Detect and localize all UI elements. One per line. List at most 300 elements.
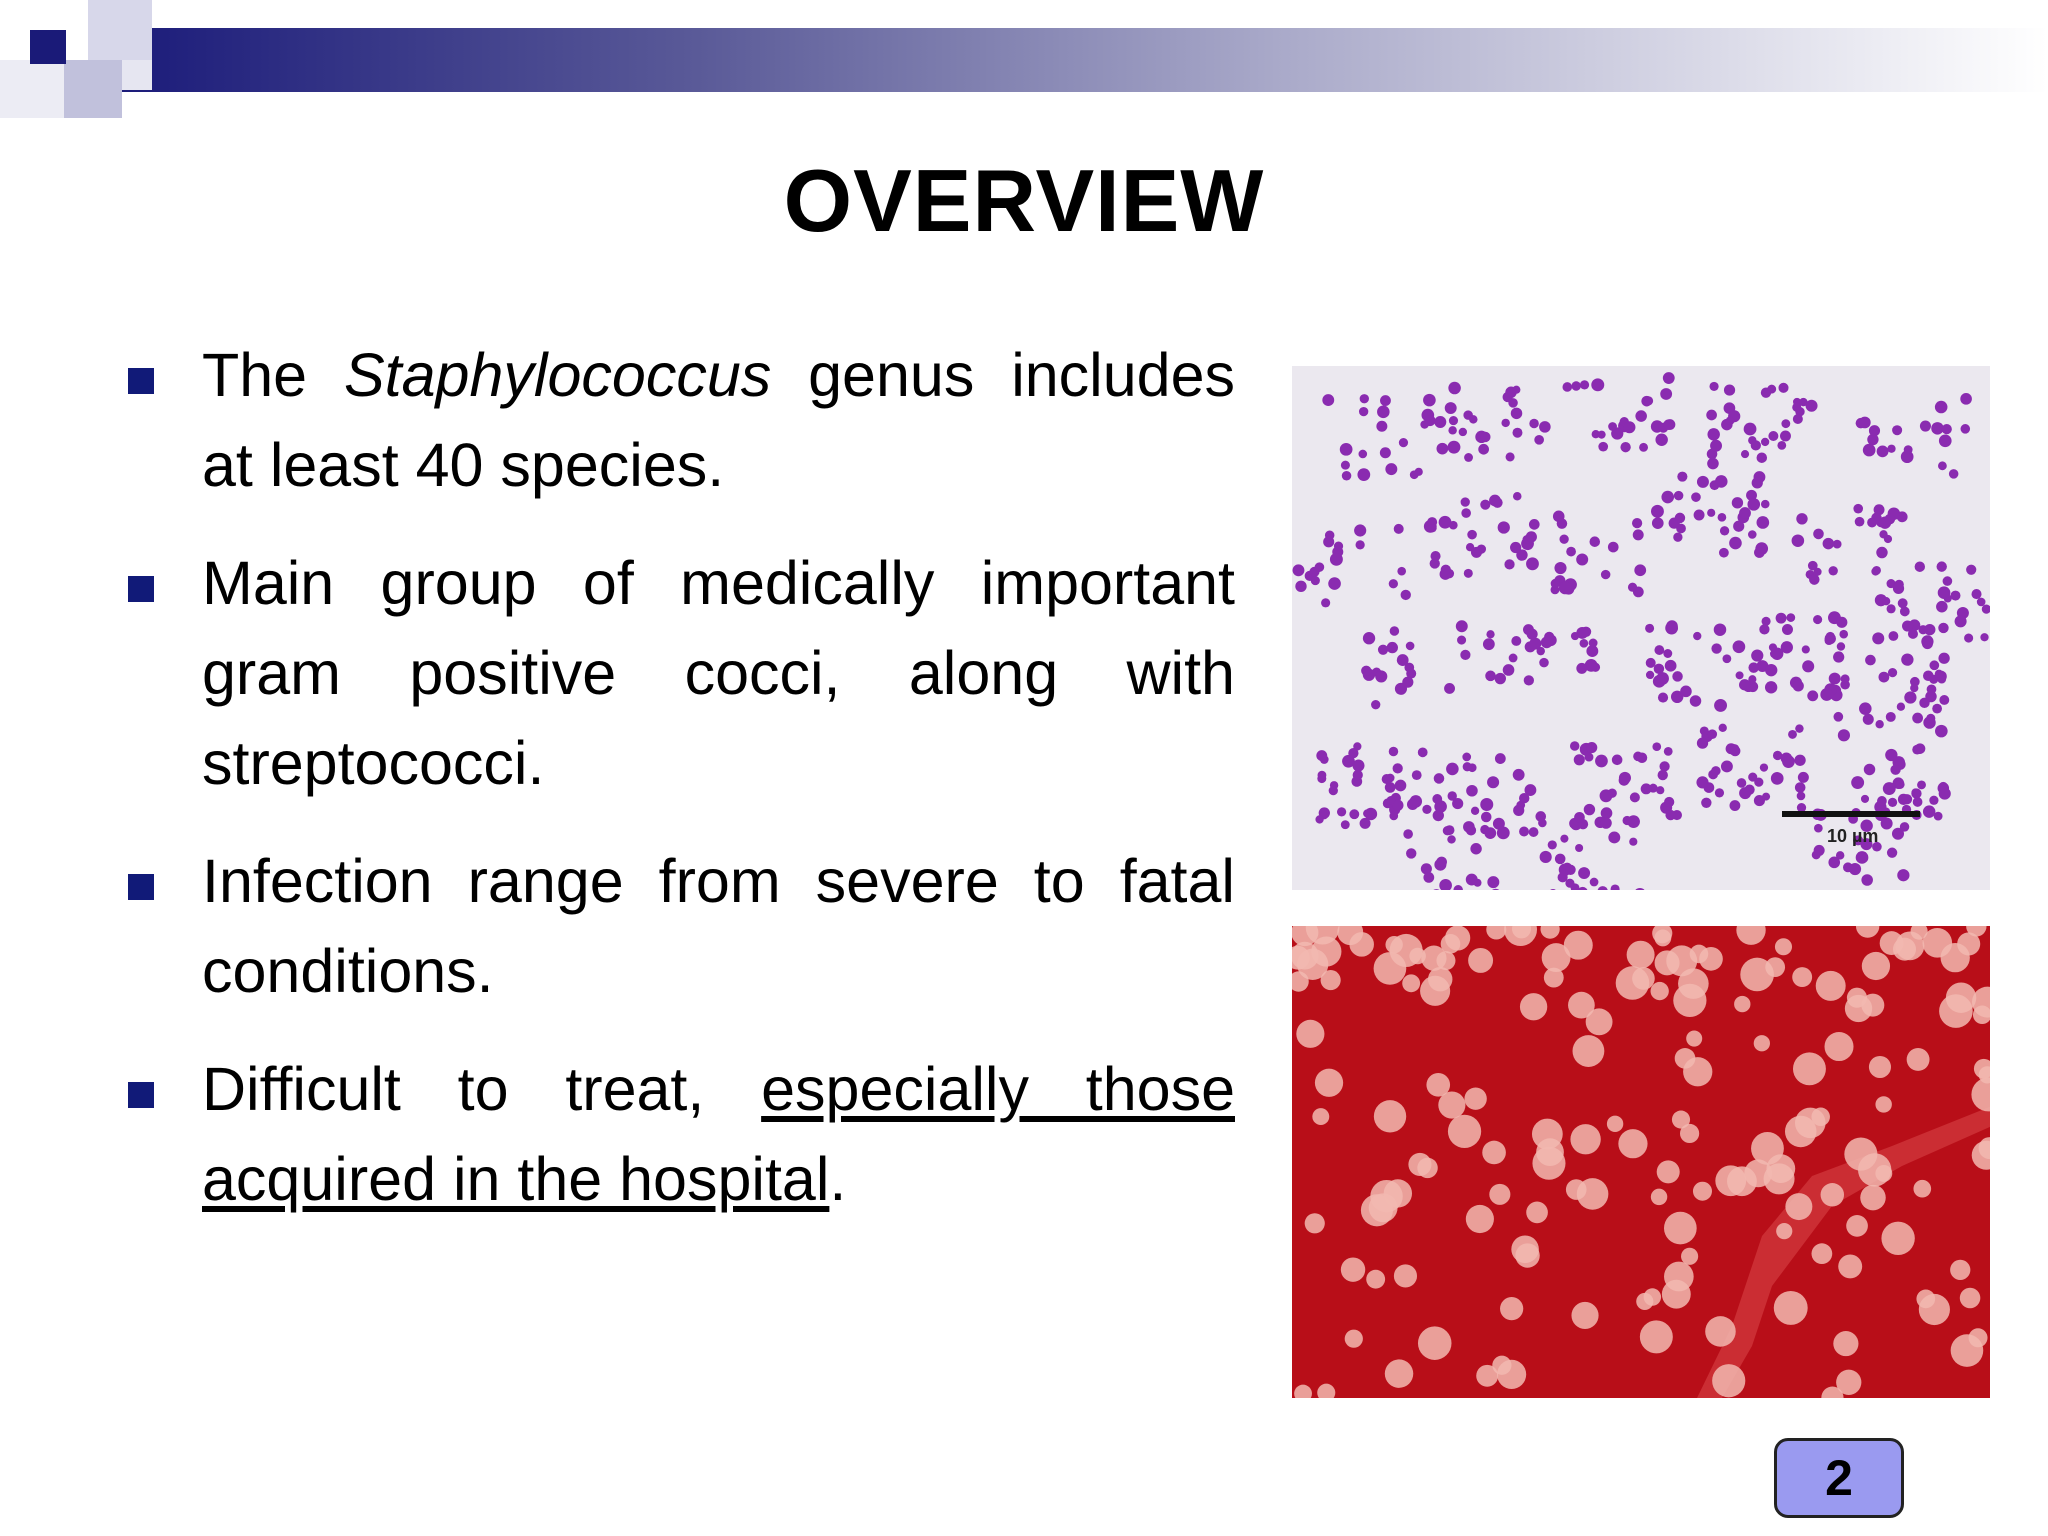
coccus-dot <box>1570 741 1579 750</box>
coccus-dot <box>1512 428 1522 438</box>
coccus-dot <box>1486 630 1494 638</box>
coccus-dot <box>1913 797 1923 807</box>
coccus-dot <box>1445 825 1455 835</box>
coccus-dot <box>1864 764 1875 775</box>
coccus-dot <box>1778 383 1788 393</box>
coccus-dot <box>1733 640 1746 653</box>
coccus-dot <box>1559 535 1568 544</box>
coccus-dot <box>1534 435 1544 445</box>
coccus-dot <box>1646 658 1656 668</box>
colony-dot <box>1577 1178 1609 1210</box>
coccus-dot <box>1460 650 1470 660</box>
coccus-dot <box>1697 738 1708 749</box>
coccus-dot <box>1576 627 1588 639</box>
coccus-dot <box>1887 848 1897 858</box>
coccus-dot <box>1608 422 1617 431</box>
colony-dot <box>1374 952 1407 985</box>
coccus-dot <box>1645 624 1654 633</box>
coccus-dot <box>1934 812 1943 821</box>
coccus-dot <box>1943 576 1953 586</box>
coccus-dot <box>1927 684 1937 694</box>
colony-dot <box>1672 1111 1690 1129</box>
coccus-dot <box>1665 622 1678 635</box>
colony-dot <box>1907 1048 1930 1071</box>
coccus-dot <box>1590 878 1599 887</box>
coccus-dot <box>1675 513 1685 523</box>
coccus-dot <box>1376 421 1387 432</box>
coccus-dot <box>1936 601 1948 613</box>
coccus-dot <box>1752 477 1763 488</box>
coccus-dot <box>1885 514 1896 525</box>
coccus-dot <box>1912 713 1923 724</box>
coccus-dot <box>1769 643 1777 651</box>
coccus-dot <box>1395 780 1407 792</box>
coccus-dot <box>1389 812 1398 821</box>
colony-dot <box>1374 1100 1406 1132</box>
coccus-dot <box>1741 450 1749 458</box>
coccus-dot <box>1744 423 1757 436</box>
coccus-dot <box>1904 691 1916 703</box>
coccus-dot <box>1747 498 1760 511</box>
coccus-dot <box>1589 639 1598 648</box>
bullet-text <box>202 538 1235 808</box>
coccus-dot <box>1937 561 1947 571</box>
coccus-dot <box>1529 419 1539 429</box>
coccus-dot <box>1912 745 1922 755</box>
coccus-dot <box>1562 382 1572 392</box>
coccus-dot <box>1401 590 1411 600</box>
coccus-dot <box>1875 720 1883 728</box>
coccus-dot <box>1555 854 1566 865</box>
coccus-dot <box>1863 444 1876 457</box>
micrograph-image <box>1292 366 1990 890</box>
colony-dot <box>1916 1290 1935 1309</box>
coccus-dot <box>1519 826 1529 836</box>
colony-dot <box>1869 1056 1891 1078</box>
coccus-dot <box>1652 517 1664 529</box>
coccus-dot <box>1814 845 1825 856</box>
coccus-dot <box>1757 452 1768 463</box>
coccus-dot <box>1939 434 1952 447</box>
coccus-dot <box>1655 433 1667 445</box>
coccus-dot <box>1949 469 1959 479</box>
coccus-dot <box>1910 684 1918 692</box>
coccus-dot <box>1578 867 1590 879</box>
coccus-dot <box>1342 471 1352 481</box>
colony-dot <box>1305 1213 1325 1233</box>
coccus-dot <box>1463 762 1472 771</box>
coccus-dot <box>1510 542 1521 553</box>
colony-dot <box>1690 945 1709 964</box>
coccus-dot <box>1865 655 1876 666</box>
coccus-dot <box>1462 753 1471 762</box>
bullet-text <box>202 330 1235 510</box>
coccus-dot <box>1466 785 1478 797</box>
coccus-dot <box>1464 569 1473 578</box>
coccus-dot <box>1856 851 1869 864</box>
coccus-dot <box>1869 425 1880 436</box>
coccus-dot <box>1879 672 1890 683</box>
coccus-dot <box>1882 597 1890 605</box>
coccus-dot <box>1433 810 1444 821</box>
coccus-dot <box>1469 415 1477 423</box>
coccus-dot <box>1876 547 1887 558</box>
coccus-dot <box>1387 642 1398 653</box>
bullet-item <box>120 1044 1235 1224</box>
colony-dot <box>1632 967 1655 990</box>
colony-dot <box>1715 1165 1746 1196</box>
coccus-dot <box>1823 538 1835 550</box>
coccus-dot <box>1485 671 1496 682</box>
colony-dot <box>1774 1291 1808 1325</box>
decor-square <box>122 60 152 90</box>
coccus-dot <box>1757 516 1770 529</box>
coccus-dot <box>1935 670 1943 678</box>
colony-dot <box>1418 1326 1452 1360</box>
colony-dot <box>1361 1194 1393 1226</box>
coccus-dot <box>1893 583 1904 594</box>
coccus-dot <box>1793 680 1804 691</box>
coccus-dot <box>1796 513 1807 524</box>
coccus-dot <box>1580 639 1589 648</box>
coccus-dot <box>1798 772 1809 783</box>
coccus-dot <box>1410 470 1419 479</box>
coccus-dot <box>1809 574 1820 585</box>
coccus-dot <box>1422 805 1431 814</box>
coccus-dot <box>1701 798 1711 808</box>
coccus-dot <box>1663 372 1675 384</box>
coccus-dot <box>1423 394 1436 407</box>
coccus-dot <box>1456 620 1468 632</box>
coccus-dot <box>1354 524 1366 536</box>
coccus-dot <box>1529 827 1539 837</box>
coccus-dot <box>1826 632 1835 641</box>
coccus-dot <box>1802 660 1814 672</box>
coccus-dot <box>1487 776 1499 788</box>
coccus-dot <box>1380 395 1391 406</box>
coccus-dot <box>1393 763 1403 773</box>
coccus-dot <box>1760 763 1768 771</box>
coccus-dot <box>1375 670 1387 682</box>
coccus-dot <box>1709 382 1718 391</box>
coccus-dot <box>1673 533 1682 542</box>
coccus-dot <box>1394 524 1404 534</box>
coccus-dot <box>1776 613 1787 624</box>
coccus-dot <box>1498 521 1510 533</box>
coccus-dot <box>1397 567 1406 576</box>
coccus-dot <box>1782 624 1793 635</box>
coccus-dot <box>1964 634 1973 643</box>
coccus-dot <box>1795 782 1806 793</box>
colony-dot <box>1466 1205 1494 1233</box>
coccus-dot <box>1321 598 1330 607</box>
coccus-dot <box>1715 475 1728 488</box>
colony-dot <box>1795 1108 1826 1139</box>
coccus-dot <box>1807 690 1818 701</box>
coccus-dot <box>1418 747 1428 757</box>
coccus-dot <box>1754 547 1765 558</box>
coccus-dot <box>1397 654 1409 666</box>
coccus-dot <box>1311 576 1320 585</box>
coccus-dot <box>1900 822 1909 831</box>
coccus-dot <box>1481 812 1492 823</box>
coccus-dot <box>1788 730 1797 739</box>
coccus-dot <box>1446 763 1459 776</box>
coccus-dot <box>1322 394 1334 406</box>
coccus-dot <box>1795 724 1803 732</box>
coccus-dot <box>1480 432 1490 442</box>
coccus-dot <box>1360 818 1371 829</box>
colony-dot <box>1941 943 1970 972</box>
colony-dot <box>1296 1020 1324 1048</box>
coccus-dot <box>1888 668 1897 677</box>
colony-dot <box>1861 994 1884 1017</box>
coccus-dot <box>1926 714 1935 723</box>
coccus-dot <box>1439 516 1452 529</box>
coccus-dot <box>1767 385 1776 394</box>
coccus-dot <box>1867 518 1877 528</box>
colony-dot <box>1793 1052 1826 1085</box>
coccus-dot <box>1448 426 1456 434</box>
coccus-dot <box>1935 725 1948 738</box>
coccus-dot <box>1509 654 1518 663</box>
coccus-dot <box>1911 788 1921 798</box>
bullet-square-icon <box>128 1082 154 1108</box>
coccus-dot <box>1637 752 1647 762</box>
coccus-dot <box>1833 712 1843 722</box>
blood-agar-image <box>1292 926 1990 1398</box>
coccus-dot <box>1955 615 1967 627</box>
coccus-dot <box>1663 419 1674 430</box>
coccus-dot <box>1706 410 1717 421</box>
coccus-dot <box>1600 789 1613 802</box>
coccus-dot <box>1707 509 1715 517</box>
coccus-dot <box>1623 421 1635 433</box>
coccus-dot <box>1861 795 1869 803</box>
coccus-dot <box>1377 406 1390 419</box>
coccus-dot <box>1340 443 1353 456</box>
coccus-dot <box>1718 513 1727 522</box>
coccus-dot <box>1786 613 1795 622</box>
coccus-dot <box>1897 869 1909 881</box>
coccus-dot <box>1714 623 1726 635</box>
coccus-dot <box>1506 452 1515 461</box>
colony-dot <box>1409 948 1426 965</box>
coccus-dot <box>1737 778 1747 788</box>
coccus-dot <box>1877 796 1887 806</box>
coccus-dot <box>1720 526 1729 535</box>
colony-dot <box>1785 1193 1812 1220</box>
coccus-dot <box>1904 445 1913 454</box>
coccus-dot <box>1641 783 1652 794</box>
bullet-square-icon <box>128 874 154 900</box>
coccus-dot <box>1765 681 1777 693</box>
coccus-dot <box>1710 440 1722 452</box>
coccus-dot <box>1872 632 1884 644</box>
colony-dot <box>1950 1260 1970 1280</box>
coccus-dot <box>1330 553 1343 566</box>
coccus-dot <box>1382 774 1392 784</box>
coccus-dot <box>1511 408 1522 419</box>
colony-dot <box>1408 1153 1431 1176</box>
coccus-dot <box>1505 387 1516 398</box>
coccus-dot <box>1315 562 1325 572</box>
scale-bar-label: 10 µm <box>1827 826 1879 846</box>
coccus-dot <box>1598 431 1606 439</box>
coccus-dot <box>1658 770 1668 780</box>
coccus-dot <box>1923 805 1935 817</box>
coccus-dot <box>1863 714 1874 725</box>
colony-dot <box>1838 1254 1862 1278</box>
colony-dot <box>1489 1184 1510 1205</box>
colony-dot <box>1824 1032 1853 1061</box>
coccus-dot <box>1748 662 1758 672</box>
colony-dot <box>1586 1008 1613 1035</box>
coccus-dot <box>1726 416 1735 425</box>
colony-dot <box>1712 1364 1745 1397</box>
coccus-dot <box>1407 799 1418 810</box>
colony-dot <box>1821 1183 1844 1206</box>
coccus-dot <box>1660 388 1672 400</box>
coccus-dot <box>1434 773 1445 784</box>
colony-dot <box>1655 950 1680 975</box>
coccus-dot <box>1371 700 1380 709</box>
decor-square <box>88 0 152 60</box>
coccus-dot <box>1739 679 1750 690</box>
coccus-dot <box>1628 583 1637 592</box>
colony-dot <box>1833 1331 1858 1356</box>
coccus-dot <box>1722 654 1731 663</box>
coccus-dot <box>1751 649 1763 661</box>
coccus-dot <box>1694 510 1705 521</box>
coccus-dot <box>1423 872 1434 883</box>
coccus-dot <box>1929 660 1939 670</box>
coccus-dot <box>1483 638 1495 650</box>
coccus-dot <box>1341 461 1350 470</box>
colony-dot <box>1564 931 1593 960</box>
colony-dot <box>1573 1035 1605 1067</box>
coccus-dot <box>1896 780 1905 789</box>
colony-dot <box>1636 1293 1653 1310</box>
coccus-dot <box>1761 438 1769 446</box>
coccus-dot <box>1697 476 1709 488</box>
colony-dot <box>1705 1316 1736 1347</box>
coccus-dot <box>1898 598 1908 608</box>
colony-dot <box>1640 1320 1673 1353</box>
coccus-dot <box>1541 637 1553 649</box>
coccus-dot <box>1580 380 1589 389</box>
coccus-dot <box>1853 504 1863 514</box>
coccus-dot <box>1315 815 1323 823</box>
header-band <box>118 28 2048 92</box>
colony-dot <box>1775 938 1792 955</box>
coccus-dot <box>1765 664 1777 676</box>
coccus-dot <box>1585 753 1594 762</box>
coccus-dot <box>1480 500 1490 510</box>
coccus-dot <box>1318 771 1327 780</box>
coccus-dot <box>1759 624 1769 634</box>
coccus-dot <box>1406 848 1416 858</box>
coccus-dot <box>1623 816 1632 825</box>
coccus-dot <box>1915 562 1925 572</box>
coccus-dot <box>1357 468 1370 481</box>
coccus-dot <box>1431 551 1441 561</box>
coccus-dot <box>1780 430 1791 441</box>
coccus-dot <box>1693 632 1701 640</box>
coccus-dot <box>1348 748 1358 758</box>
coccus-dot <box>1576 663 1587 674</box>
coccus-dot <box>1341 820 1350 829</box>
coccus-dot <box>1470 843 1481 854</box>
colony-dot <box>1776 1223 1792 1239</box>
coccus-dot <box>1966 565 1976 575</box>
colony-dot <box>1345 1330 1363 1348</box>
coccus-dot <box>1471 547 1482 558</box>
coccus-dot <box>1902 794 1912 804</box>
colony-dot <box>1532 1147 1565 1180</box>
colony-dot <box>1951 1334 1984 1367</box>
coccus-dot <box>1448 382 1460 394</box>
coccus-dot <box>1337 807 1346 816</box>
coccus-dot <box>1412 770 1422 780</box>
coccus-dot <box>1632 518 1642 528</box>
coccus-dot <box>1748 675 1756 683</box>
coccus-dot <box>1797 803 1806 812</box>
coccus-dot <box>1565 879 1574 888</box>
coccus-dot <box>1466 874 1478 886</box>
coccus-dot <box>1529 519 1540 530</box>
colony-dot <box>1341 1257 1365 1281</box>
coccus-dot <box>1690 695 1701 706</box>
coccus-dot <box>1901 653 1913 665</box>
coccus-dot <box>1792 403 1801 412</box>
colony-dot <box>1664 1262 1694 1292</box>
coccus-dot <box>1466 825 1476 835</box>
coccus-dot <box>1871 567 1879 575</box>
coccus-dot <box>1829 673 1841 685</box>
colony-dot <box>1811 1243 1832 1264</box>
coccus-dot <box>1328 577 1341 590</box>
coccus-dot <box>1744 785 1754 795</box>
coccus-dot <box>1977 598 1986 607</box>
coccus-dot <box>1484 827 1496 839</box>
coccus-dot <box>1478 444 1489 455</box>
colony-dot <box>1657 1160 1680 1183</box>
coccus-dot <box>1761 500 1770 509</box>
coccus-dot <box>1892 425 1902 435</box>
coccus-dot <box>1707 458 1719 470</box>
coccus-dot <box>1539 658 1549 668</box>
coccus-dot <box>1293 564 1305 576</box>
colony-dot <box>1520 993 1547 1020</box>
coccus-dot <box>1495 753 1506 764</box>
coccus-dot <box>1732 497 1743 508</box>
coccus-dot <box>1503 664 1515 676</box>
coccus-dot <box>1730 744 1739 753</box>
bullet-text-span: Main group of medically important gram positive cocci, along with streptococci. <box>202 549 1235 797</box>
colony-dot <box>1754 1035 1770 1051</box>
coccus-dot <box>1524 675 1534 685</box>
coccus-dot <box>1729 800 1740 811</box>
coccus-dot <box>1652 742 1661 751</box>
coccus-dot <box>1513 769 1525 781</box>
colony-dot <box>1402 974 1420 992</box>
coccus-dot <box>1589 536 1600 547</box>
coccus-dot <box>1527 629 1538 640</box>
page-number: 2 <box>1774 1438 1904 1518</box>
bullet-text-span: Staphylococcus <box>344 341 772 409</box>
colony-dot <box>1681 1248 1698 1265</box>
